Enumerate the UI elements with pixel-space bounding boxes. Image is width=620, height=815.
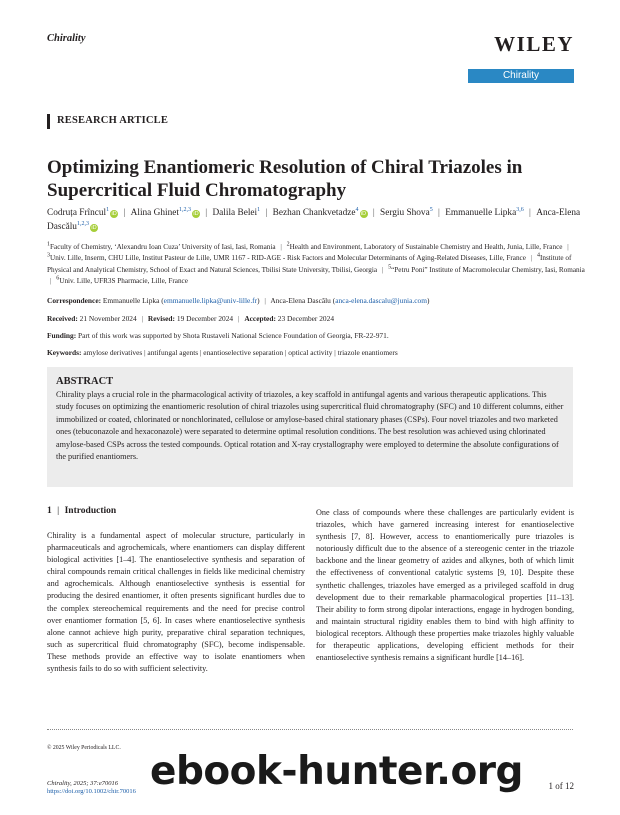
author-affiliation-sup: 4	[355, 206, 359, 213]
correspondence-label: Correspondence:	[47, 296, 102, 305]
author-affiliation-sup: 1,2,3	[76, 220, 89, 227]
affiliation-text: “Petru Poni” Institute of Macromolecular Chemistry, Iasi, Romania	[391, 265, 585, 274]
author-name: Anca-Elena Dascălu	[47, 208, 581, 232]
journal-citation: Chirality, 2025; 37:e70016	[47, 780, 118, 787]
affiliation-separator: |	[565, 243, 569, 251]
author-separator: |	[263, 208, 270, 218]
section-separator: |	[57, 506, 60, 516]
accepted-date: 23 December 2024	[277, 314, 335, 323]
doi-link[interactable]: https://doi.org/10.1002/chir.70016	[47, 788, 136, 795]
received-date: 21 November 2024	[79, 314, 137, 323]
correspondence-email-1[interactable]: emmanuelle.lipka@univ-lille.fr	[163, 296, 258, 305]
author	[380, 208, 433, 218]
author	[47, 208, 118, 218]
article-type: RESEARCH ARTICLE	[57, 115, 169, 126]
author-name: Sergiu Shova	[380, 208, 430, 218]
copyright: © 2025 Wiley Periodicals LLC.	[47, 745, 121, 751]
affiliation-separator: |	[380, 265, 386, 274]
funding-label: Funding:	[47, 331, 77, 340]
article-type-bar	[47, 114, 50, 129]
affiliation-separator: |	[50, 277, 54, 286]
keywords-text: amylose derivatives | antifungal agents | enantioselective separation | optical activity | triazole enantiomers	[83, 348, 398, 357]
keywords	[47, 348, 587, 358]
affiliation	[47, 254, 526, 262]
author-affiliation-sup: 5	[429, 206, 433, 213]
section-title: Introduction	[64, 506, 117, 516]
affiliation-text: Univ. Lille, Inserm, CHU Lille, Institut Pasteur de Lille, UMR 1167 - RID-AGE - Risk Factors and Molecular Determinants of Aging-Related Diseases, Lille, France	[50, 254, 526, 263]
author-affiliation-sup: 1	[257, 206, 261, 213]
author-affiliation-sup: 1	[106, 206, 110, 213]
affiliation-text: Faculty of Chemistry, ‘Alexandru Ioan Cuza’ University of Iasi, Iasi, Romania	[50, 243, 276, 251]
affiliation-sup: 4	[537, 253, 540, 260]
watermark: ebook-hunter.org	[150, 749, 523, 794]
author	[445, 208, 524, 218]
affiliation-sup: 3	[47, 253, 50, 260]
keywords-label: Keywords:	[47, 348, 82, 357]
separator: |	[237, 314, 240, 323]
affiliation-sup: 1	[47, 241, 50, 248]
journal-running-title: Chirality	[47, 33, 86, 44]
publisher-logo[interactable]: WILEY	[494, 32, 574, 56]
affiliation-text: Health and Environment, Laboratory of Sustainable Chemistry and Health, Junia, Lille, France	[289, 243, 563, 251]
affiliation-text: Univ. Lille, UFR3S Pharmacie, Lille, France	[59, 277, 188, 286]
article-title: Optimizing Enantiomeric Resolution of Chiral Triazoles in Supercritical Fluid Chromatography	[47, 157, 523, 201]
author-name: Alina Ghinet	[130, 208, 179, 218]
affiliation-separator: |	[278, 243, 284, 251]
revised-label: Revised:	[147, 314, 176, 323]
affiliation-separator: |	[528, 254, 534, 263]
affiliation	[47, 243, 276, 251]
funding-text: Part of this work was supported by Shota Rustaveli National Science Foundation of Georgia, FR-22-971.	[78, 331, 389, 340]
separator: |	[141, 314, 144, 323]
author-separator: |	[435, 208, 443, 218]
intro-column-right: One class of compounds where these challenges are particularly evident is triazoles, which have garnered increasing interest for enantioselective synthesis [7, 8]. However, access to enantiomerically pure triazoles is notoriously difficult due to the absence of a stereogenic center in the triazole backbone and the linear geometry of azides and alkynes, both of which limit the effectiveness of conventional catalytic systems [9, 10]. Despite these synthetic challenges, triazoles have emerged as a privileged scaffold in drug development due to their remarkable pharmacological properties [11–13]. Their ability to form strong dipolar interactions, engage in hydrogen bonding, and maintain structural rigidity enables them to bind with high affinity to biological receptors. Although these properties make triazoles highly valuable for therapeutic applications, developing efficient methods for their enantioselective synthesis remains a significant hurdle [14–16].	[316, 508, 574, 663]
section-number: 1	[47, 506, 52, 516]
affiliations	[47, 242, 587, 288]
article-dates	[47, 314, 587, 324]
revised-date: 19 December 2024	[176, 314, 234, 323]
affiliation-sup: 6	[56, 275, 60, 282]
affiliation-sup: 5	[388, 264, 392, 271]
page-number: 1 of 12	[548, 781, 574, 791]
author-affiliation-sup: 3,6	[516, 206, 524, 213]
orcid-icon[interactable]: iD	[193, 211, 199, 217]
accepted-label: Accepted:	[244, 314, 276, 323]
correspondence: Correspondence: Emmanuelle Lipka (emmanuelle.lipka@univ-lille.fr) | Anca-Elena Dascălu (anca-elena.dascalu@junia.com)	[47, 296, 430, 305]
orcid-icon[interactable]: iD	[360, 211, 367, 217]
author	[131, 208, 200, 218]
affiliation	[287, 243, 563, 251]
author	[273, 208, 368, 218]
author-name: Dalila Belei	[212, 208, 258, 218]
author-affiliation-sup: 1,2,3	[178, 206, 191, 213]
author-separator: |	[526, 208, 534, 218]
author-list	[47, 207, 587, 234]
correspondence-name-2: Anca-Elena Dascălu	[270, 296, 331, 305]
received-label: Received:	[47, 314, 78, 323]
intro-column-left: Chirality is a fundamental aspect of molecular structure, particularly in pharmaceuticals and agrochemicals, where enantiomers can display different biological activities [1–4]. The enantioselective synthesis and separation of chiral compounds remain critical challenges in fields like medicinal chemistry and agrochemicals. Although enantioselective synthesis is essential for producing the desired enantiomer, it often presents significant hurdles due to the complex stereochemical requirements and the need for precise control over enantiomer formation [5, 6]. In cases where enantioselective synthesis alone cannot achieve high purity, preparative chiral separation techniques, such as supercritical fluid chromatography (SFC), become indispensable. These methods provide an effective way to isolate enantiomers when synthesis fails to do so with sufficient selectivity.	[47, 531, 305, 674]
separator: |	[264, 296, 266, 305]
abstract-text: Chirality plays a crucial role in the pharmacological activity of triazoles, a key scaffold in antifungal agents and various therapeutic applications. This study focuses on optimizing the enantiomeric resolution of chiral triazoles using supercritical fluid chromatography (SFC) and 10 different columns, either immobilized or coated, chlorinated or nonchlorinated, cellulose or amylose-based chiral stationary phases (CSPs). Four novel triazoles and two marketed ones (tebuconazole and hexaconazole) were separated to determine optimal resolution conditions. The best resolution was achieved using chlorinated amylose-based CSPs across the tested compounds. Optical rotation and X-ray crystallography were employed to determine the absolute configurations of the purified enantiomers.	[56, 390, 564, 462]
author	[212, 208, 260, 218]
orcid-icon[interactable]: iD	[91, 224, 97, 231]
abstract-heading: ABSTRACT	[56, 376, 114, 387]
author-separator: |	[370, 208, 378, 218]
affiliation	[388, 266, 585, 274]
journal-badge[interactable]: Chirality	[468, 69, 574, 83]
author-name: Emmanuelle Lipka	[445, 208, 517, 218]
affiliation-text: Institute of Physical and Analytical Chemistry, School of Exact and Natural Sciences, Tbilisi State University, Tbilisi, Georgia	[47, 254, 572, 274]
author-separator: |	[202, 208, 210, 218]
author-name: Bezhan Chankvetadze	[272, 208, 356, 218]
correspondence-name-1: Emmanuelle Lipka	[102, 296, 160, 305]
correspondence-email-2[interactable]: anca-elena.dascalu@junia.com	[335, 296, 427, 305]
affiliation-sup: 2	[286, 241, 290, 248]
orcid-icon[interactable]: iD	[111, 211, 117, 217]
affiliation	[56, 277, 188, 285]
author-separator: |	[121, 208, 128, 218]
author-name: Codruța Frîncul	[47, 208, 107, 218]
funding	[47, 331, 587, 341]
section-heading	[47, 506, 116, 516]
footer-divider	[47, 729, 573, 730]
